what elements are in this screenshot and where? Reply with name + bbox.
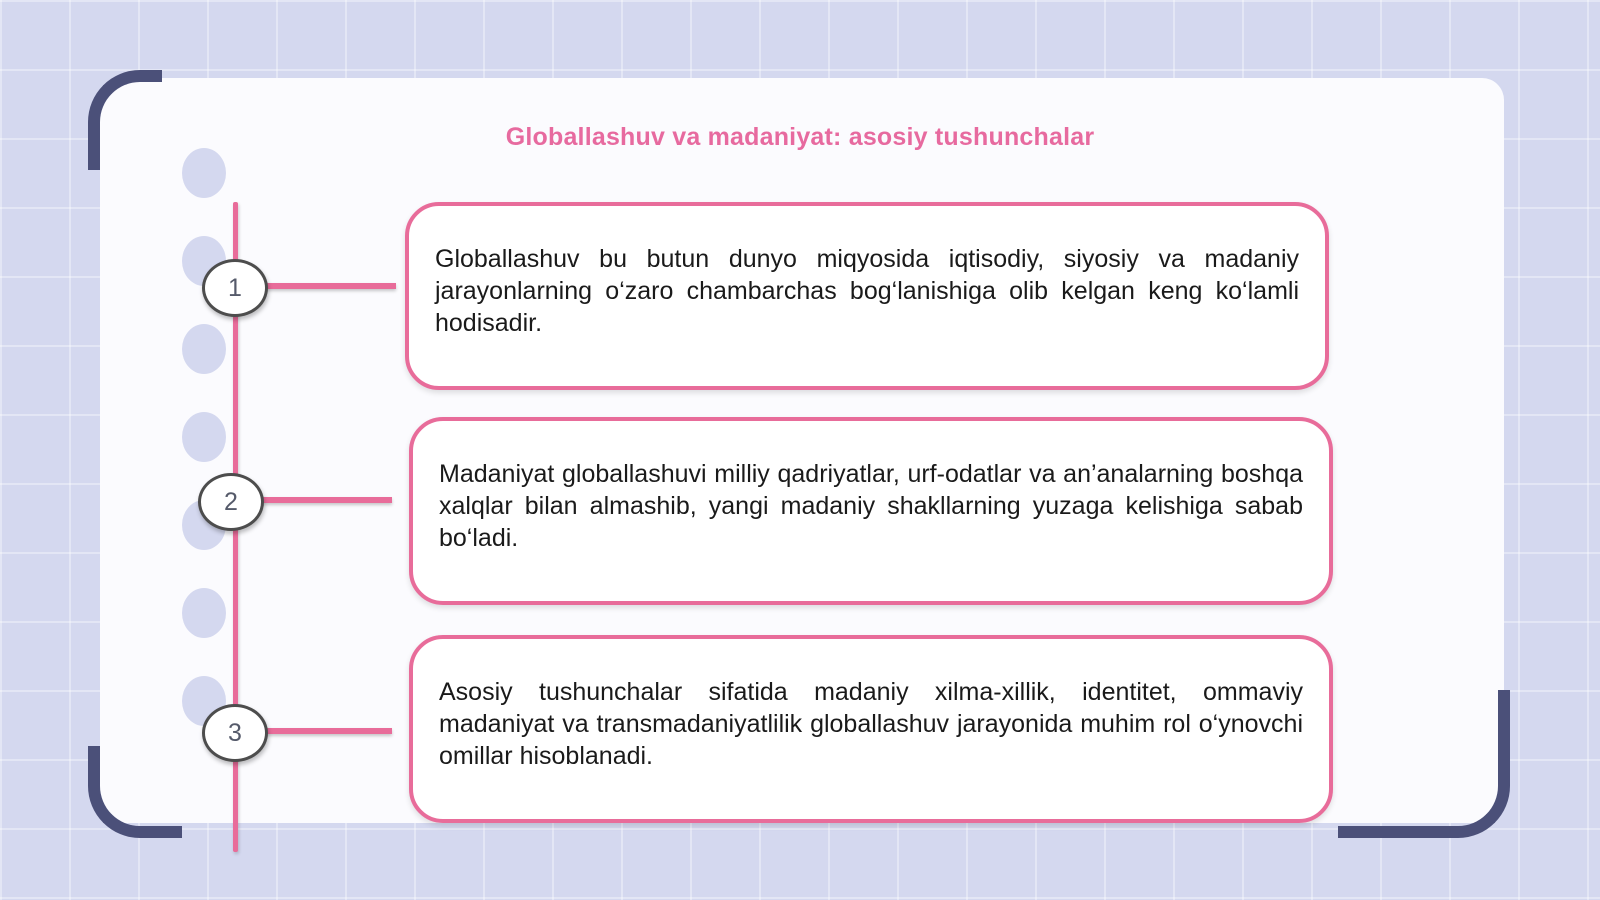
concept-card-text: Asosiy tushunchalar sifatida madaniy xilma-xillik, identitet, ommaviy madaniyat va transmadaniyatlilik globallashuv jarayonida muhim rol o‘ynovchi omillar hisoblanadi. (439, 678, 1303, 770)
corner-bracket-bottom-left (88, 746, 182, 838)
binder-hole (182, 588, 226, 638)
timeline-marker-3: 3 (202, 704, 268, 762)
concept-card-text: Madaniyat globallashuvi milliy qadriyatlar, urf-odatlar va an’analarning boshqa xalqlar bilan almashib, yangi madaniy shakllarning yuzaga kelishiga sabab bo‘ladi. (439, 460, 1303, 552)
concept-card-3 (409, 635, 1333, 823)
timeline-connector (266, 283, 396, 289)
concept-card-2 (409, 417, 1333, 605)
binder-hole (182, 148, 226, 198)
timeline-connector (266, 728, 392, 734)
corner-bracket-top-left (88, 70, 162, 170)
slide-title: Globallashuv va madaniyat: asosiy tushunchalar (505, 123, 1095, 151)
timeline-marker-2: 2 (198, 473, 264, 531)
corner-bracket-bottom-right (1338, 690, 1510, 838)
binder-hole (182, 324, 226, 374)
timeline-marker-1: 1 (202, 259, 268, 317)
timeline-connector (262, 497, 392, 503)
binder-hole (182, 412, 226, 462)
concept-card-text: Globallashuv bu butun dunyo miqyosida iqtisodiy, siyosiy va madaniy jarayonlarning o‘zaro chambarchas bog‘lanishiga olib kelgan keng ko‘lamli hodisadir. (435, 245, 1299, 337)
concept-card-1 (405, 202, 1329, 390)
